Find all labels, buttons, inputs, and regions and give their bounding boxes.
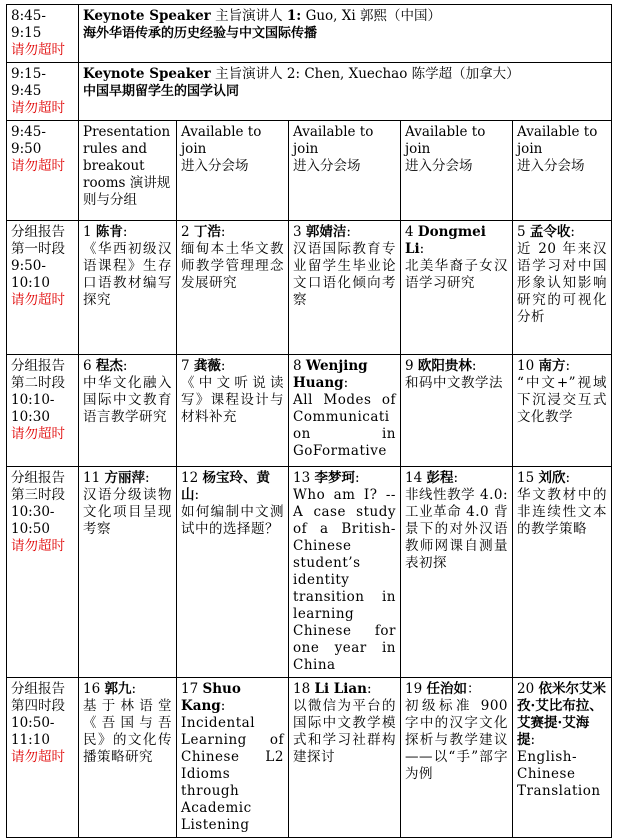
talk-separator: : (131, 681, 137, 697)
no-overtime-note: 请勿超时 (11, 538, 65, 554)
talk-separator: : (346, 224, 351, 240)
talk-presenter: 杨宝玲、黄山 (181, 470, 270, 503)
talk-title: 近 20 年来汉语学习对中国形象认知影响研究的可视化分析 (517, 241, 608, 325)
talk-title: 和码中文教学法 (405, 375, 503, 391)
talk-title: All Modes of Communication in GoFormative (293, 392, 396, 459)
time-text: 9:45-9:50 (11, 124, 46, 157)
talk-separator: : (367, 681, 372, 697)
talk-separator: ： (466, 681, 481, 697)
talk-separator: : (565, 470, 571, 486)
schedule-table (6, 4, 612, 838)
talk-presenter: 丁浩 (193, 224, 221, 240)
talk-number: 11 (83, 470, 101, 486)
join-cn: 进入分会场 (517, 158, 585, 174)
talk-presenter: 彭程 (426, 470, 454, 486)
keynote-cell (79, 63, 612, 121)
talk-separator: : (354, 470, 360, 486)
talk-presenter: Li Lian (314, 681, 367, 697)
join-cell (289, 121, 401, 221)
talk-separator: : (122, 358, 128, 374)
talk-presenter: 任治如 (426, 681, 467, 697)
talk-title: 汉语分级读物文化项目呈现考察 (83, 487, 172, 537)
talk-cell (289, 678, 401, 838)
talk-title: 非线性教学 4.0: 工业革命 4.0 背景下的对外汉语教师网课自测量表初探 (405, 487, 508, 571)
talk-presenter: 陈肯 (95, 224, 123, 240)
session-time-cell (7, 221, 79, 355)
talk-presenter: 方丽萍 (104, 470, 145, 486)
talk-cell (289, 355, 401, 467)
talk-title: 基于林语堂《吾国与吾民》的文化传播策略研究 (83, 698, 172, 765)
join-en: Available to join (181, 124, 262, 157)
talk-title: 初级标准 900 字中的汉字文化探析与教学建议——以“手”部字为例 (405, 698, 508, 782)
talk-title: English-Chinese Translation (517, 749, 601, 799)
keynote-speaker: Chen, Xuechao 陈学超 (304, 66, 453, 82)
talk-number: 15 (517, 470, 535, 486)
talk-cell (177, 678, 289, 838)
talk-title: 缅甸本土华文教师教学管理理念发展研究 (181, 241, 284, 291)
talk-number: 6 (83, 358, 92, 374)
keynote-label-cn: 主旨演讲人 (215, 66, 283, 82)
talk-separator: : (530, 732, 536, 748)
no-overtime-note: 请勿超时 (11, 100, 65, 116)
join-cn: 进入分会场 (405, 158, 473, 174)
talk-cell (401, 221, 513, 355)
join-cell (177, 121, 289, 221)
talk-number: 17 (181, 681, 199, 697)
session-label: 分组报告第二时段 (11, 358, 65, 391)
keynote-num: 2: (286, 66, 301, 82)
talk-presenter: 龚薇 (193, 358, 221, 374)
session-label: 分组报告第四时段 (11, 681, 65, 714)
keynote-num: 1: (286, 8, 302, 24)
talk-presenter: 刘欣 (538, 470, 566, 486)
talk-title: 《华西初级汉语课程》生存口语教材编写探究 (83, 241, 172, 308)
session-row (7, 355, 612, 467)
talk-number: 4 (405, 224, 414, 240)
talk-cell (289, 467, 401, 678)
talk-separator: : (343, 375, 349, 391)
talk-number: 20 (517, 681, 535, 697)
talk-title: 北美华裔子女汉语学习研究 (405, 258, 508, 291)
talk-separator: : (565, 358, 571, 374)
talk-number: 8 (293, 358, 302, 374)
keynote-label-cn: 主旨演讲人 (215, 8, 283, 24)
join-cell (401, 121, 513, 221)
talk-separator: : (471, 358, 477, 374)
talk-cell (289, 221, 401, 355)
talk-presenter: 郭九 (104, 681, 132, 697)
session-row (7, 221, 612, 355)
keynote-country: （中国） (387, 8, 441, 24)
talk-separator: : (220, 358, 226, 374)
talk-separator: : (220, 224, 226, 240)
talk-separator: : (144, 470, 150, 486)
session-label: 分组报告第三时段 (11, 470, 65, 503)
talk-cell (401, 467, 513, 678)
session-time: 10:30-10:50 (11, 504, 55, 537)
talk-cell (79, 678, 177, 838)
talk-title: 如何编制中文测试中的选择题？ (181, 504, 284, 537)
talk-cell (177, 467, 289, 678)
talk-presenter: Shuo Kang (181, 681, 241, 714)
talk-presenter: Wenjing Huang (293, 358, 368, 391)
talk-number: 7 (181, 358, 190, 374)
time-cell (7, 63, 79, 121)
talk-title: 汉语国际教育专业留学生毕业论文口语化倾向考察 (293, 241, 396, 308)
keynote-title: 海外华语传承的历史经验与中文国际传播 (83, 26, 318, 41)
talk-presenter: 欧阳贵林 (417, 358, 472, 374)
talk-presenter: Dongmei Li (405, 224, 486, 257)
talk-title: 华文教材中的非连续性文本的教学策略 (517, 487, 608, 537)
talk-title: Incidental Learning of Chinese L2 Idioms through Academic Listening (181, 715, 284, 833)
session-time-cell (7, 467, 79, 678)
talk-number: 1 (83, 224, 92, 240)
talk-cell (79, 355, 177, 467)
no-overtime-note: 请勿超时 (11, 292, 65, 308)
talk-number: 9 (405, 358, 414, 374)
talk-number: 10 (517, 358, 535, 374)
no-overtime-note: 请勿超时 (11, 158, 65, 174)
talk-cell (513, 678, 612, 838)
time-text: 9:15-9:45 (11, 66, 46, 99)
talk-cell (513, 355, 612, 467)
keynote-country: （加拿大） (452, 66, 520, 82)
talk-separator: : (122, 224, 128, 240)
talk-number: 5 (517, 224, 526, 240)
no-overtime-note: 请勿超时 (11, 42, 65, 58)
talk-cell (79, 221, 177, 355)
talk-cell (401, 678, 513, 838)
talk-title: “中文+”视域下沉浸交互式文化教学 (517, 375, 608, 425)
join-en: Available to join (293, 124, 374, 157)
talk-number: 14 (405, 470, 423, 486)
session-time-cell (7, 355, 79, 467)
talk-presenter: 孟令收 (529, 224, 571, 240)
talk-presenter: 依米尔艾米孜·艾比布拉、艾赛提·艾海提 (517, 681, 606, 748)
talk-presenter: 李梦珂 (314, 470, 355, 486)
talk-cell (177, 355, 289, 467)
talk-number: 16 (83, 681, 101, 697)
keynote-title: 中国早期留学生的国学认同 (83, 84, 240, 99)
session-row (7, 678, 612, 838)
session-time: 9:50-10:10 (11, 258, 50, 291)
talk-number: 13 (293, 470, 311, 486)
talk-number: 18 (293, 681, 311, 697)
intro-row (7, 121, 612, 221)
rules-text: Presentation rules and breakout rooms 演讲规则与分组 (83, 124, 171, 208)
talk-number: 2 (181, 224, 190, 240)
time-cell (7, 5, 79, 63)
session-time-cell (7, 678, 79, 838)
join-cn: 进入分会场 (181, 158, 249, 174)
talk-presenter: 南方 (538, 358, 566, 374)
no-overtime-note: 请勿超时 (11, 426, 65, 442)
talk-cell (401, 355, 513, 467)
keynote-label-en: Keynote Speaker (83, 66, 211, 82)
join-en: Available to join (405, 124, 486, 157)
talk-title: 以微信为平台的国际中文教学模式和学习社群构建探讨 (293, 698, 396, 765)
session-row (7, 467, 612, 678)
talk-title: 中华文化融入国际中文教育语言教学研究 (83, 375, 172, 425)
join-cn: 进入分会场 (293, 158, 361, 174)
talk-number: 12 (181, 470, 199, 486)
no-overtime-note: 请勿超时 (11, 749, 65, 765)
talk-cell (513, 467, 612, 678)
session-time: 10:50-11:10 (11, 715, 55, 748)
session-label: 分组报告第一时段 (11, 224, 65, 257)
keynote-row (7, 63, 612, 121)
join-cell (513, 121, 612, 221)
talk-number: 3 (293, 224, 302, 240)
time-cell (7, 121, 79, 221)
talk-title: 《中文听说读写》课程设计与材料补充 (181, 375, 284, 425)
keynote-cell (79, 5, 612, 63)
talk-separator: : (220, 698, 226, 714)
talk-cell (79, 467, 177, 678)
join-en: Available to join (517, 124, 598, 157)
talk-separator: : (194, 487, 200, 503)
talk-presenter: 程杰 (95, 358, 123, 374)
talk-separator: : (570, 224, 575, 240)
keynote-label-en: Keynote Speaker (83, 8, 211, 24)
keynote-speaker: Guo, Xi 郭熙 (305, 8, 387, 24)
talk-presenter: 郭婧洁 (305, 224, 347, 240)
time-text: 8:45-9:15 (11, 8, 46, 41)
keynote-row (7, 5, 612, 63)
talk-number: 19 (405, 681, 423, 697)
session-time: 10:10-10:30 (11, 392, 55, 425)
talk-cell (177, 221, 289, 355)
talk-title: Who am I? -- A case study of a British-Chinese student’s identity transition in learning Chinese for one year in China (293, 487, 396, 673)
talk-cell (513, 221, 612, 355)
talk-separator: : (419, 241, 425, 257)
talk-separator: : (453, 470, 459, 486)
rules-cell (79, 121, 177, 221)
